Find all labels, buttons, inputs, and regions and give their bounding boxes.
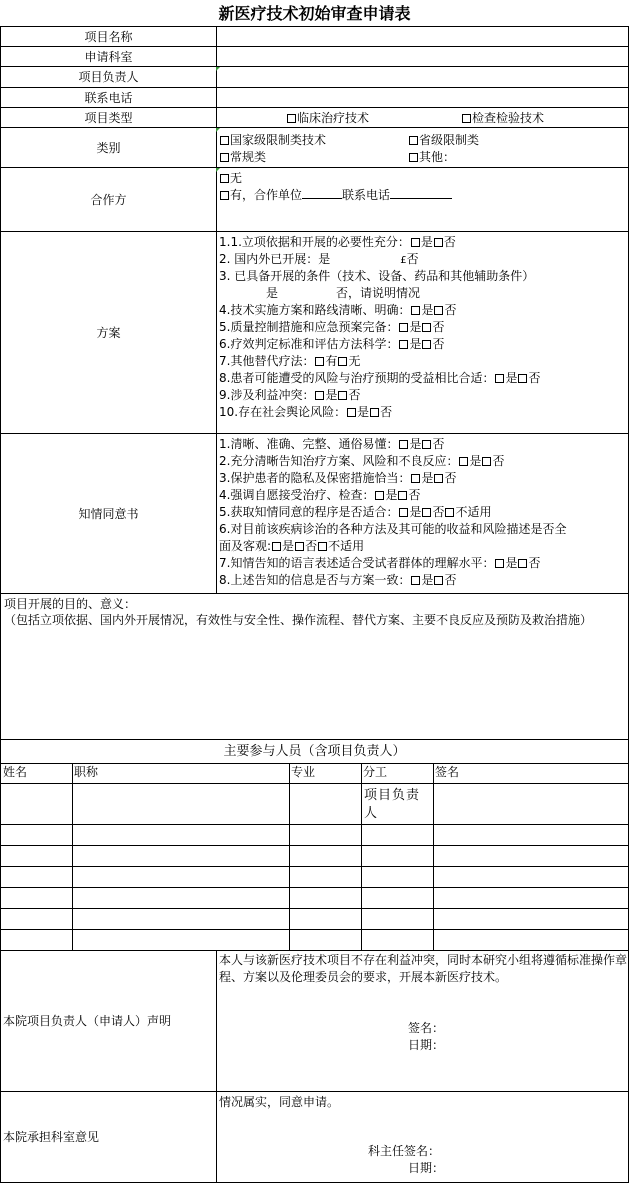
plan-item-8: 8.患者可能遭受的风险与治疗预期的受益相比合适： 是 否 xyxy=(219,371,541,385)
member-cell[interactable] xyxy=(361,929,434,950)
member-cell[interactable] xyxy=(289,887,362,908)
checkbox-icon[interactable] xyxy=(411,306,420,315)
checkbox-icon[interactable] xyxy=(315,357,324,366)
col-header-role: 分工 xyxy=(361,763,434,783)
cell-comment-marker xyxy=(216,67,220,71)
checkbox-icon xyxy=(220,153,229,162)
checkbox-icon[interactable] xyxy=(434,576,443,585)
checkbox-icon[interactable] xyxy=(482,457,491,466)
department-field[interactable] xyxy=(216,46,629,66)
member-cell[interactable] xyxy=(0,908,73,929)
checkbox-icon[interactable] xyxy=(422,340,431,349)
checkbox-icon[interactable] xyxy=(399,508,408,517)
checkbox-icon[interactable] xyxy=(434,238,443,247)
col-header-name: 姓名 xyxy=(0,763,73,783)
col-header-major: 专业 xyxy=(289,763,362,783)
leader-field[interactable] xyxy=(216,66,629,87)
project-type-label: 项目类型 xyxy=(0,107,217,127)
purpose-description: （包括立项依据、国内外开展情况，有效性与安全性、操作流程、替代方案、主要不良反应及预防及救治措施） xyxy=(4,613,593,627)
checkbox-icon[interactable] xyxy=(399,340,408,349)
purpose-field[interactable] xyxy=(0,593,629,739)
partner-options xyxy=(216,167,629,231)
checkbox-icon[interactable] xyxy=(399,323,408,332)
plan-item-9: 9.涉及利益冲突： 是 否 xyxy=(219,388,361,402)
checkbox-icon[interactable] xyxy=(518,374,527,383)
project-name-field[interactable] xyxy=(216,26,629,46)
category-national[interactable]: 国家级限制类技术 xyxy=(219,132,326,148)
member-cell[interactable] xyxy=(0,866,73,887)
checkbox-icon[interactable] xyxy=(434,306,443,315)
checkbox-icon xyxy=(220,191,229,200)
dept-opinion-text: 情况属实，同意申请。 xyxy=(219,1095,340,1109)
members-heading: 主要参与人员（含项目负责人） xyxy=(0,739,629,763)
member-cell[interactable] xyxy=(0,845,73,866)
member-cell[interactable] xyxy=(361,866,434,887)
dept-opinion-label: 本院承担科室意见 xyxy=(0,1091,217,1183)
leader-label: 项目负责人 xyxy=(0,66,217,87)
checkbox-icon[interactable] xyxy=(411,474,420,483)
checkbox-icon[interactable] xyxy=(495,559,504,568)
consent-item-6-cont: 面及客观: 是 否 不适用 xyxy=(219,539,365,553)
consent-item-7: 7.知情告知的语言表述适合受试者群体的理解水平： 是 否 xyxy=(219,556,541,570)
checkbox-icon xyxy=(462,114,471,123)
dept-opinion-cell xyxy=(216,1091,629,1183)
plan-item-7: 7.其他替代疗法： 有 无 xyxy=(219,354,361,368)
plan-item-4: 4.技术实施方案和路线清晰、明确： 是 否 xyxy=(219,303,457,317)
checkbox-icon[interactable] xyxy=(375,491,384,500)
category-label: 类别 xyxy=(0,127,217,167)
checkbox-icon xyxy=(287,114,296,123)
type-option-exam[interactable]: 检查检验技术 xyxy=(461,110,544,126)
checkbox-icon[interactable] xyxy=(495,374,504,383)
plan-item-2: 2. 国内外已开展：是 £否 xyxy=(219,252,419,266)
consent-checklist xyxy=(216,433,629,593)
col-header-title: 职称 xyxy=(72,763,290,783)
checkbox-icon[interactable] xyxy=(518,559,527,568)
partner-label: 合作方 xyxy=(0,167,217,231)
plan-item-3-options: 是 否，请说明情况 xyxy=(266,286,421,300)
category-provincial[interactable]: 省级限制类 xyxy=(408,132,479,148)
consent-item-5: 5.获取知情同意的程序是否适合： 是 否 不适用 xyxy=(219,505,492,519)
project-type-options xyxy=(216,107,629,127)
member-cell[interactable] xyxy=(289,908,362,929)
partner-phone-blank[interactable] xyxy=(390,187,452,199)
col-header-signature: 签名 xyxy=(433,763,629,783)
member-cell[interactable] xyxy=(433,929,629,950)
member-cell[interactable] xyxy=(0,783,73,824)
declaration-text: 本人与该新医疗技术项目不存在利益冲突，同时本研究小组将遵循标准操作章程、方案以及伦理委员会的要求，开展本新医疗技术。 xyxy=(219,953,628,984)
dept-head-signature-field[interactable] xyxy=(446,1143,566,1177)
member-cell[interactable] xyxy=(72,887,290,908)
checkbox-icon[interactable] xyxy=(295,542,304,551)
checkbox-icon[interactable] xyxy=(399,440,408,449)
member-cell[interactable] xyxy=(72,783,290,824)
checkbox-icon[interactable] xyxy=(347,408,356,417)
checkbox-icon[interactable] xyxy=(318,542,327,551)
checkbox-icon[interactable] xyxy=(411,576,420,585)
type-option-clinical[interactable]: 临床治疗技术 xyxy=(286,110,369,126)
purpose-heading: 项目开展的目的、意义： xyxy=(4,597,137,611)
form-title: 新医疗技术初始审查申请表 xyxy=(218,4,411,23)
checkbox-icon[interactable] xyxy=(338,357,347,366)
category-options xyxy=(216,127,629,167)
checkbox-icon[interactable] xyxy=(370,408,379,417)
consent-item-8: 8.上述告知的信息是否与方案一致： 是 否 xyxy=(219,573,457,587)
member-role-cell[interactable]: 项目负责人 xyxy=(361,783,434,824)
checkbox-icon[interactable] xyxy=(422,323,431,332)
member-cell[interactable] xyxy=(72,824,290,845)
consent-label: 知情同意书 xyxy=(0,433,217,593)
consent-item-1: 1.清晰、准确、完整、通俗易懂： 是 否 xyxy=(219,437,445,451)
member-cell[interactable] xyxy=(361,824,434,845)
checkbox-icon[interactable] xyxy=(338,391,347,400)
member-cell[interactable] xyxy=(289,824,362,845)
member-cell[interactable] xyxy=(361,845,434,866)
member-cell[interactable] xyxy=(0,929,73,950)
plan-label: 方案 xyxy=(0,231,217,433)
member-cell[interactable] xyxy=(0,824,73,845)
department-label: 申请科室 xyxy=(0,46,217,66)
partner-unit-blank[interactable] xyxy=(302,187,342,199)
phone-field[interactable] xyxy=(216,87,629,107)
consent-item-6: 6.对目前该疾病诊治的各种方法及其可能的收益和风险描述是否全 xyxy=(219,522,567,536)
consent-item-2: 2.充分清晰告知治疗方案、风险和不良反应： 是 否 xyxy=(219,454,505,468)
checkbox-icon[interactable] xyxy=(272,542,281,551)
member-cell[interactable] xyxy=(361,887,434,908)
project-name-label: 项目名称 xyxy=(0,26,217,46)
member-cell[interactable] xyxy=(433,887,629,908)
member-cell[interactable] xyxy=(289,929,362,950)
checkbox-icon xyxy=(220,136,229,145)
plan-item-5: 5.质量控制措施和应急预案完备： 是 否 xyxy=(219,320,445,334)
phone-label: 联系电话 xyxy=(0,87,217,107)
member-cell[interactable] xyxy=(72,908,290,929)
checkbox-icon[interactable] xyxy=(422,508,431,517)
checkbox-icon xyxy=(409,153,418,162)
plan-checklist xyxy=(216,231,629,433)
member-cell[interactable] xyxy=(72,929,290,950)
checkbox-icon[interactable] xyxy=(445,508,454,517)
member-cell[interactable] xyxy=(361,908,434,929)
member-cell[interactable] xyxy=(433,845,629,866)
declaration-label: 本院项目负责人（申请人）声明 xyxy=(0,950,217,1091)
plan-item-6: 6.疗效判定标准和评估方法科学： 是 否 xyxy=(219,337,445,351)
checkbox-icon xyxy=(220,174,229,183)
consent-item-3: 3.保护患者的隐私及保密措施恰当： 是 否 xyxy=(219,471,457,485)
declaration-signature-field[interactable] xyxy=(451,1020,571,1054)
member-cell[interactable] xyxy=(433,824,629,845)
plan-item-10: 10.存在社会舆论风险： 是 否 xyxy=(219,405,393,419)
dept-head-sign-label: 科主任签名： xyxy=(368,1144,441,1158)
member-cell[interactable] xyxy=(289,783,362,824)
member-cell[interactable] xyxy=(72,866,290,887)
declaration-cell xyxy=(216,950,629,1091)
consent-item-4: 4.强调自愿接受治疗、检查： 是 否 xyxy=(219,488,421,502)
member-cell[interactable] xyxy=(289,845,362,866)
plan-item-3: 3. 已具备开展的条件（技术、设备、药品和其他辅助条件） xyxy=(219,269,535,283)
checkbox-icon[interactable] xyxy=(434,474,443,483)
checkbox-icon[interactable] xyxy=(315,391,324,400)
checkbox-icon[interactable] xyxy=(398,491,407,500)
member-cell[interactable] xyxy=(72,845,290,866)
checkbox-icon[interactable] xyxy=(459,457,468,466)
member-cell[interactable] xyxy=(433,908,629,929)
partner-yes[interactable]: 有，合作单位 联系电话 xyxy=(219,187,452,203)
member-cell[interactable] xyxy=(0,887,73,908)
plan-item-1: 1.1.立项依据和开展的必要性充分： 是 否 xyxy=(219,235,456,249)
member-cell[interactable] xyxy=(289,866,362,887)
dept-opinion-date-label: 日期： xyxy=(408,1161,445,1175)
member-cell[interactable] xyxy=(433,866,629,887)
category-other[interactable]: 其他： xyxy=(408,149,455,165)
partner-none[interactable]: 无 xyxy=(219,170,242,186)
checkbox-icon[interactable] xyxy=(422,440,431,449)
declaration-sign-label: 签名： xyxy=(408,1021,445,1035)
category-regular[interactable]: 常规类 xyxy=(219,149,266,165)
declaration-date-label: 日期： xyxy=(408,1038,445,1052)
checkbox-icon xyxy=(409,136,418,145)
member-cell[interactable] xyxy=(433,783,629,824)
checkbox-icon[interactable] xyxy=(411,238,420,247)
